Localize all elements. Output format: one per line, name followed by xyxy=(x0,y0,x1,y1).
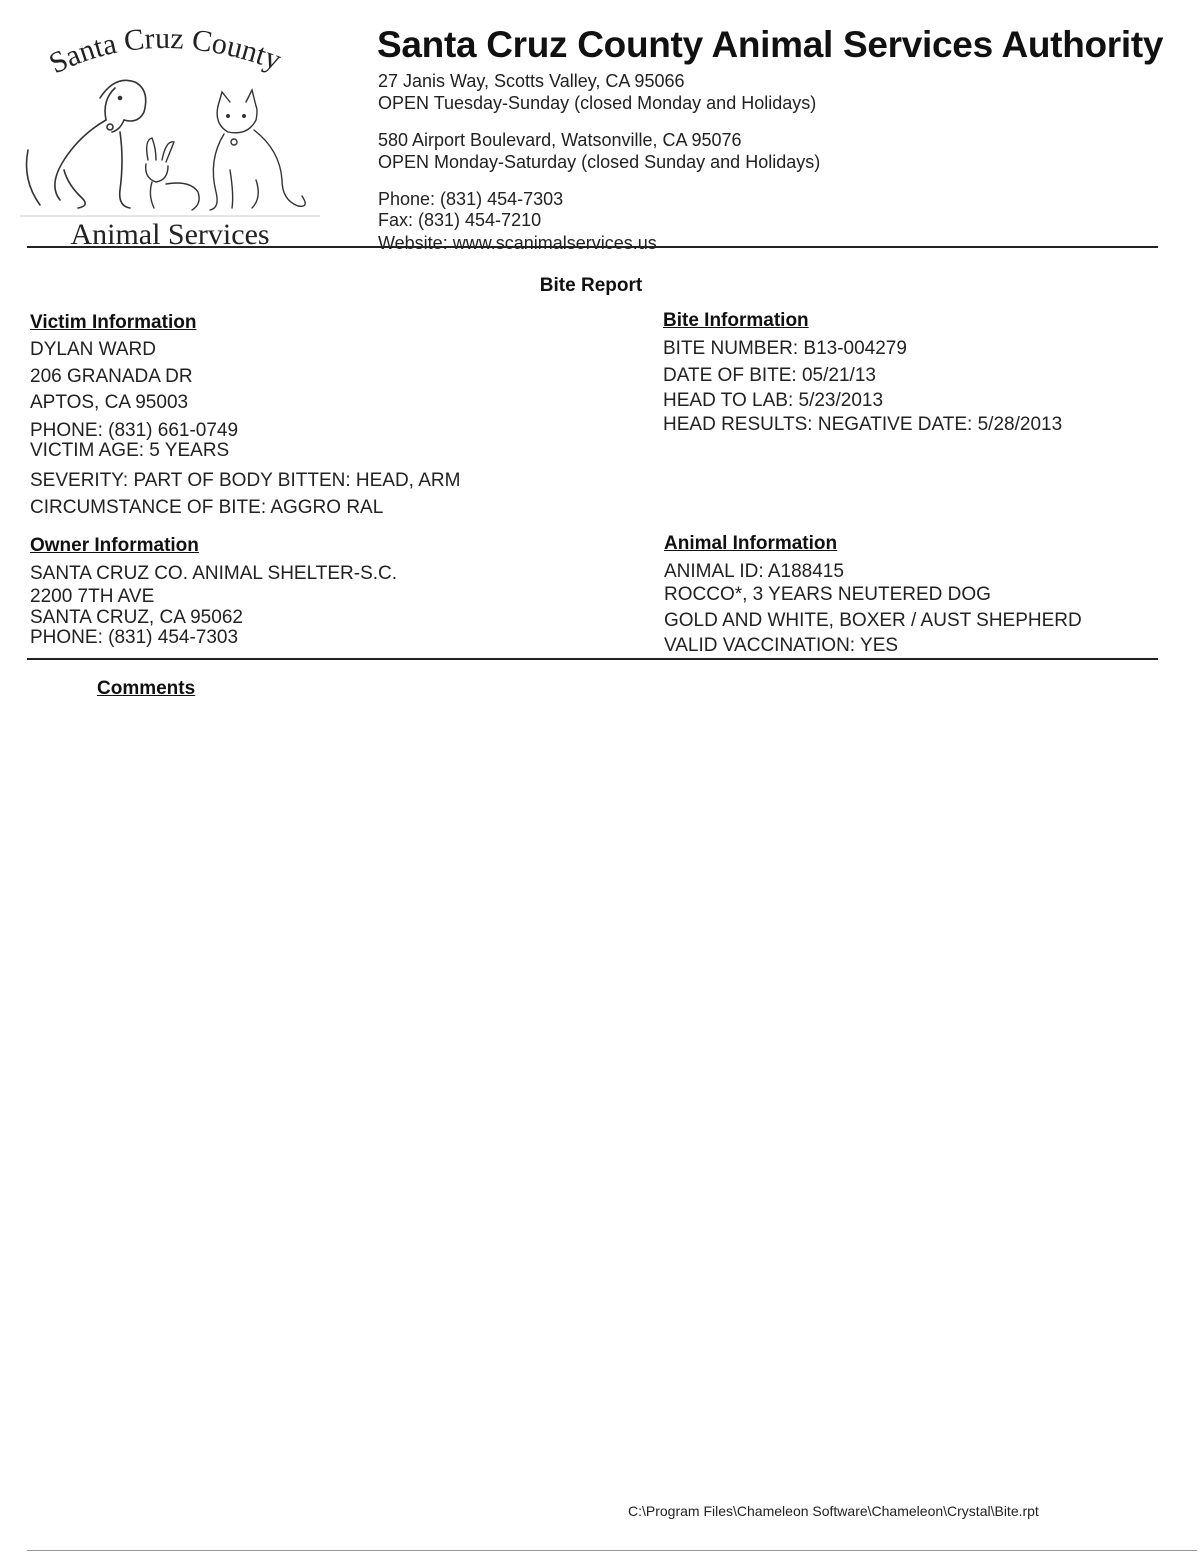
owner-city: SANTA CRUZ, CA 95062 xyxy=(30,607,243,628)
location2-hours: OPEN Monday-Saturday (closed Sunday and Holidays) xyxy=(378,152,821,172)
animal-color-breed: GOLD AND WHITE, BOXER / AUST SHEPHERD xyxy=(664,610,1082,631)
bite-date: DATE OF BITE: 05/21/13 xyxy=(663,365,876,386)
owner-phone: PHONE: (831) 454-7303 xyxy=(30,627,239,648)
head-results: HEAD RESULTS: NEGATIVE DATE: 5/28/2013 xyxy=(663,414,1063,435)
page-bottom-rule xyxy=(27,1550,1197,1551)
owner-street: 2200 7TH AVE xyxy=(30,586,155,607)
fax-number: Fax: (831) 454-7210 xyxy=(378,210,542,230)
info-divider xyxy=(27,658,1158,660)
logo-top-text: Santa Cruz County xyxy=(44,21,286,81)
phone-number: Phone: (831) 454-7303 xyxy=(378,189,564,209)
report-title: Bite Report xyxy=(539,275,643,296)
animal-description: ROCCO*, 3 YEARS NEUTERED DOG xyxy=(664,584,991,605)
bite-circumstance: CIRCUMSTANCE OF BITE: AGGRO RAL xyxy=(30,497,384,518)
website: Website: www.scanimalservices.us xyxy=(378,233,657,253)
location1-address: 27 Janis Way, Scotts Valley, CA 95066 xyxy=(378,71,685,91)
animal-info-heading: Animal Information xyxy=(664,533,838,554)
victim-phone: PHONE: (831) 661-0749 xyxy=(30,420,239,441)
animal-id: ANIMAL ID: A188415 xyxy=(664,561,844,582)
victim-city: APTOS, CA 95003 xyxy=(30,392,189,413)
location1-hours: OPEN Tuesday-Sunday (closed Monday and Holidays) xyxy=(378,93,817,113)
comments-heading: Comments xyxy=(97,678,196,699)
owner-info-heading: Owner Information xyxy=(30,535,199,556)
victim-info-heading: Victim Information xyxy=(30,312,197,333)
cat-illustration xyxy=(210,90,305,210)
organization-title: Santa Cruz County Animal Services Authority xyxy=(377,24,1164,65)
logo-bottom-text: Animal Services xyxy=(70,218,270,251)
victim-street: 206 GRANADA DR xyxy=(30,366,193,387)
victim-age: VICTIM AGE: 5 YEARS xyxy=(30,440,230,461)
owner-name: SANTA CRUZ CO. ANIMAL SHELTER-S.C. xyxy=(30,563,398,584)
report-file-path: C:\Program Files\Chameleon Software\Chameleon\Crystal\Bite.rpt xyxy=(628,1503,1039,1519)
bite-number: BITE NUMBER: B13-004279 xyxy=(663,338,907,359)
victim-name: DYLAN WARD xyxy=(30,339,156,360)
header-divider xyxy=(27,246,1158,248)
agency-logo xyxy=(20,20,320,255)
animal-vaccination: VALID VACCINATION: YES xyxy=(664,635,899,656)
location2-address: 580 Airport Boulevard, Watsonville, CA 95076 xyxy=(378,130,742,150)
dog-illustration xyxy=(27,80,146,208)
bite-info-heading: Bite Information xyxy=(663,310,809,331)
rabbit-illustration xyxy=(146,138,199,210)
head-to-lab: HEAD TO LAB: 5/23/2013 xyxy=(663,390,884,411)
bite-severity: SEVERITY: PART OF BODY BITTEN: HEAD, ARM xyxy=(30,470,461,491)
